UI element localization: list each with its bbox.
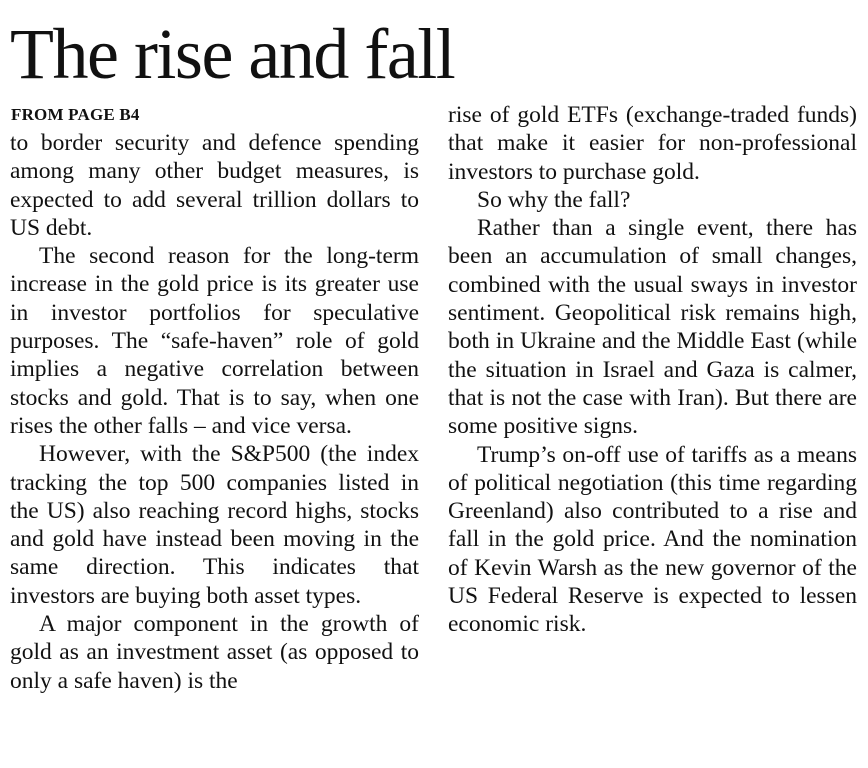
headline: The rise and fall xyxy=(10,14,455,94)
article-column-left xyxy=(10,129,419,695)
jump-label: FROM PAGE B4 xyxy=(11,105,140,124)
paragraph: rise of gold ETFs (exchange-traded funds) that make it easier for non-professional investors to purchase gold. xyxy=(448,102,857,185)
paragraph: A major component in the growth of gold as an investment asset (as opposed to only a safe haven) is the xyxy=(10,611,419,694)
paragraph: to border security and defence spending among many other budget measures, is expected to add several trillion dollars to US debt. xyxy=(10,130,419,241)
subhead-question: So why the fall? xyxy=(477,186,631,213)
paragraph: Trump’s on-off use of tariffs as a means of political negotiation (this time regarding Greenland) also contributed to a rise and fall in the gold price. And the nomination of Kevin Warsh as the new governor of the US Federal Reserve is expected to lessen economic risk. xyxy=(448,441,857,638)
paragraph: However, with the S&P500 (the index tracking the top 500 companies listed in the US) also reaching record highs, stocks and gold have instead been moving in the same direction. This indicates that investors are buying both asset types. xyxy=(10,441,419,609)
paragraph: The second reason for the long-term increase in the gold price is its greater use in investor portfolios for speculative purposes. The “safe-haven” role of gold implies a negative correlation between stocks and gold. That is to say, when one rises the other falls – and vice versa. xyxy=(10,243,419,439)
article-column-right xyxy=(448,101,857,639)
paragraph: Rather than a single event, there has been an accumulation of small changes, combined with the usual sways in investor sentiment. Geopolitical risk remains high, both in Ukraine and the Middle East (while the situation in Israel and Gaza is calmer, that is not the case with Iran). But there are some positive signs. xyxy=(448,215,857,440)
